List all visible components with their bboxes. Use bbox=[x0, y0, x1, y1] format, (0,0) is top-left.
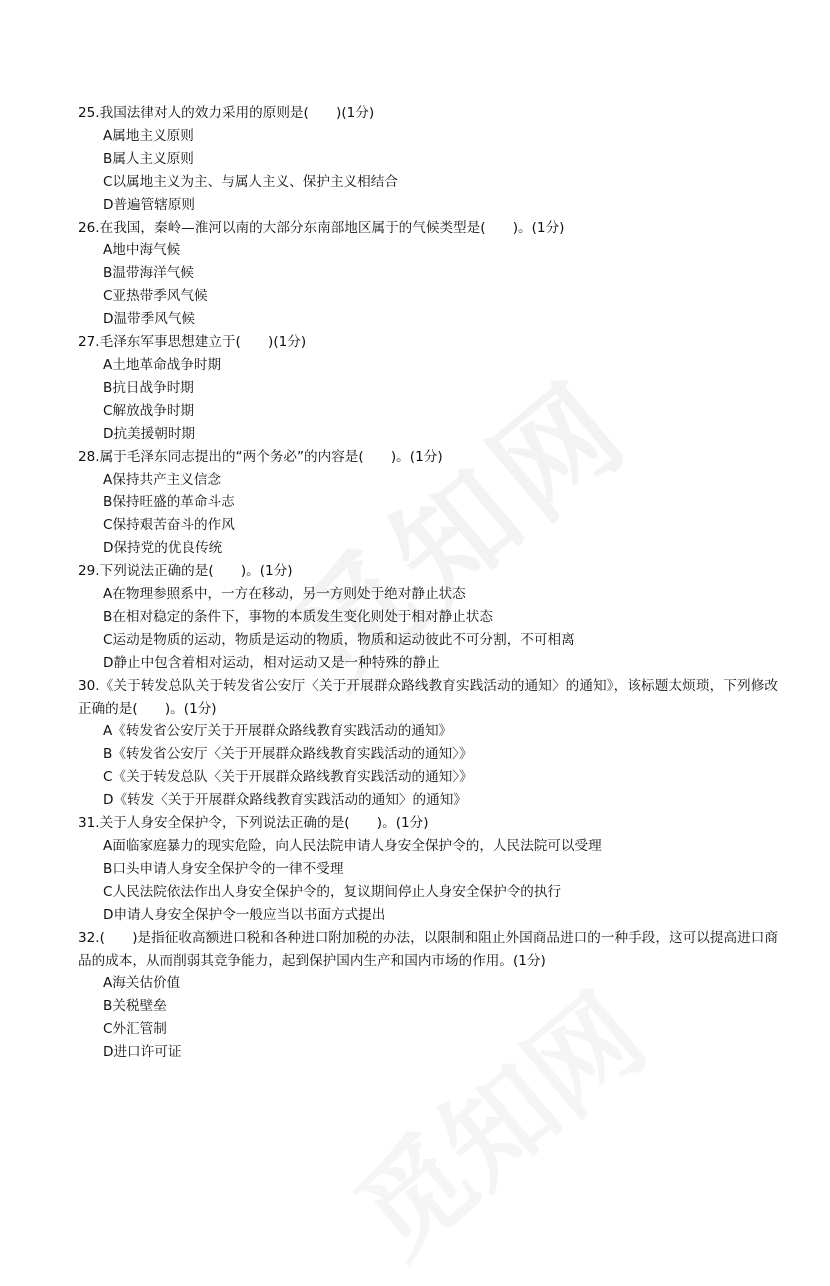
option-a: A《转发省公安厅关于开展群众路线教育实践活动的通知》 bbox=[103, 723, 453, 740]
question-list bbox=[78, 102, 778, 1064]
option-c: C以属地主义为主、与属人主义、保护主义相结合 bbox=[103, 173, 398, 190]
option-d: D静止中包含着相对运动，相对运动又是一种特殊的静止 bbox=[103, 654, 440, 671]
question-stem: 27.毛泽东军事思想建立于( )(1分) bbox=[78, 334, 307, 351]
option-d: D《转发〈关于开展群众路线教育实践活动的通知〉的通知》 bbox=[103, 792, 467, 809]
question-26 bbox=[78, 217, 778, 332]
option-b: B《转发省公安厅〈关于开展群众路线教育实践活动的通知〉》 bbox=[103, 746, 473, 763]
option-c: C运动是物质的运动，物质是运动的物质，物质和运动彼此不可分割，不可相离 bbox=[103, 631, 575, 648]
option-d: D抗美援朝时期 bbox=[103, 425, 196, 442]
question-stem: 32.( )是指征收高额进口税和各种进口附加税的办法，以限制和阻止外国商品进口的一种手段，这可以提高进口商品的成本，从而削弱其竞争能力，起到保护国内生产和国内市场的作用。(1分) bbox=[78, 929, 778, 969]
option-c: C《关于转发总队〈关于开展群众路线教育实践活动的通知〉》 bbox=[103, 769, 473, 786]
option-b: B属人主义原则 bbox=[103, 150, 194, 167]
option-d: D保持党的优良传统 bbox=[103, 540, 223, 557]
option-a: A土地革命战争时期 bbox=[103, 356, 222, 373]
option-d: D温带季风气候 bbox=[103, 311, 196, 328]
option-d: D普遍管辖原则 bbox=[103, 196, 196, 213]
question-28 bbox=[78, 446, 778, 561]
option-a: A保持共产主义信念 bbox=[103, 471, 222, 488]
question-29 bbox=[78, 560, 778, 675]
option-b: B口头申请人身安全保护令的一律不受理 bbox=[103, 860, 344, 877]
option-c: C保持艰苦奋斗的作风 bbox=[103, 517, 235, 534]
option-b: B在相对稳定的条件下，事物的本质发生变化则处于相对静止状态 bbox=[103, 608, 493, 625]
option-b: B温带海洋气候 bbox=[103, 265, 194, 282]
question-stem: 25.我国法律对人的效力采用的原则是( )(1分) bbox=[78, 105, 375, 121]
option-a: A面临家庭暴力的现实危险，向人民法院申请人身安全保护令的，人民法院可以受理 bbox=[103, 838, 602, 854]
option-d: D申请人身安全保护令一般应当以书面方式提出 bbox=[103, 906, 386, 923]
option-b: B保持旺盛的革命斗志 bbox=[103, 494, 235, 511]
question-30 bbox=[78, 675, 778, 812]
option-c: C人民法院依法作出人身安全保护令的，复议期间停止人身安全保护令的执行 bbox=[103, 883, 562, 900]
question-stem: 31.关于人身安全保护令，下列说法正确的是( )。(1分) bbox=[78, 815, 429, 832]
option-a: A地中海气候 bbox=[103, 242, 181, 259]
question-31 bbox=[78, 812, 778, 927]
question-stem: 28.属于毛泽东同志提出的“两个务必”的内容是( )。(1分) bbox=[78, 448, 443, 465]
question-stem: 30.《关于转发总队关于转发省公安厅〈关于开展群众路线教育实践活动的通知〉的通知》，该标题太烦琐，下列修改正确的是( )。(1分) bbox=[78, 677, 778, 717]
option-b: B关税壁垒 bbox=[103, 998, 167, 1015]
question-stem: 29.下列说法正确的是( )。(1分) bbox=[78, 563, 293, 580]
option-c: C亚热带季风气候 bbox=[103, 288, 208, 305]
question-32 bbox=[78, 927, 778, 1064]
option-b: B抗日战争时期 bbox=[103, 379, 194, 396]
question-25 bbox=[78, 102, 778, 217]
option-a: A海关估价值 bbox=[103, 975, 181, 992]
question-stem: 26.在我国，秦岭—淮河以南的大部分东南部地区属于的气候类型是( )。(1分) bbox=[78, 219, 565, 236]
option-c: C解放战争时期 bbox=[103, 402, 195, 419]
option-d: D进口许可证 bbox=[103, 1044, 182, 1061]
option-c: C外汇管制 bbox=[103, 1021, 167, 1038]
option-a: A属地主义原则 bbox=[103, 127, 194, 144]
question-27 bbox=[78, 331, 778, 446]
option-a: A在物理参照系中，一方在移动，另一方则处于绝对静止状态 bbox=[103, 586, 466, 603]
